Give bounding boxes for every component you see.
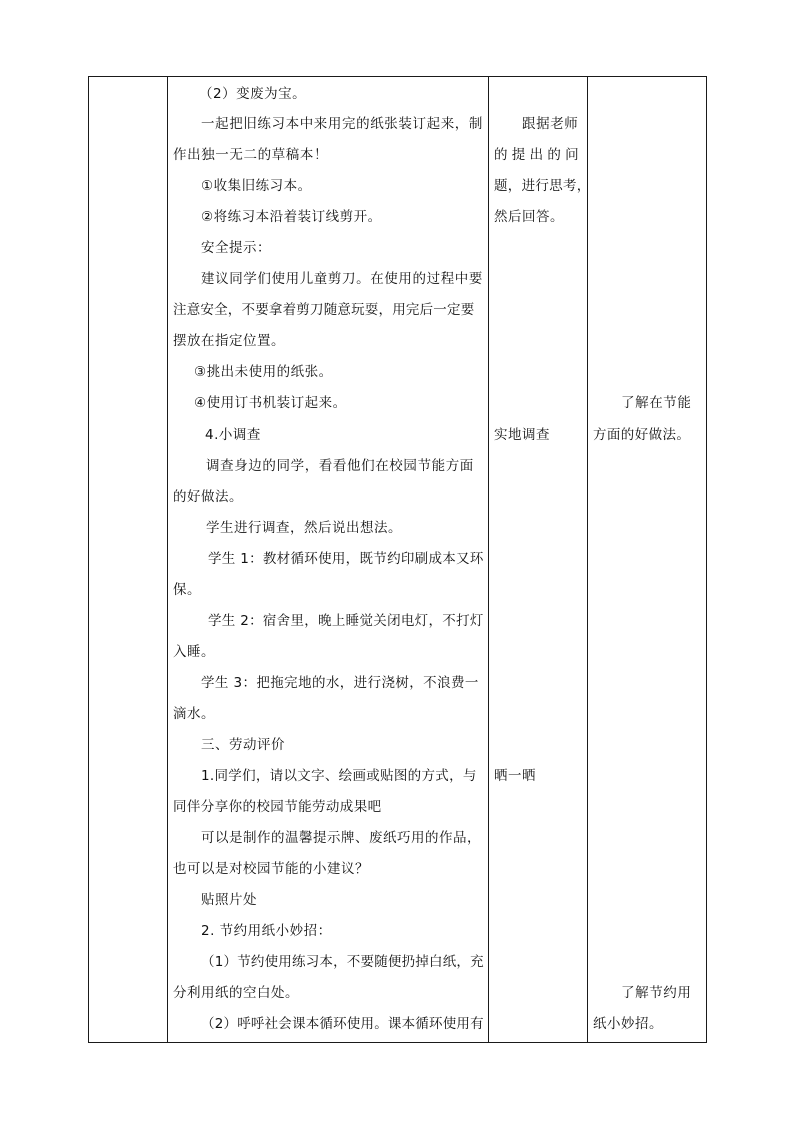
text-line: 同伴分享你的校园节能劳动成果吧 xyxy=(173,799,382,815)
column-divider-1 xyxy=(167,76,168,1043)
text-line: 可以是制作的温馨提示牌、废纸巧用的作品， xyxy=(201,830,481,846)
text-line: 学生 1：教材循环使用，既节约印刷成本又环 xyxy=(208,551,484,567)
section-heading: 三、劳动评价 xyxy=(201,737,285,753)
text-line: 1.同学们，请以文字、绘画或贴图的方式，与 xyxy=(201,768,477,784)
text-line: ①收集旧练习本。 xyxy=(201,178,312,194)
section-heading: 2. 节约用纸小妙招： xyxy=(201,923,332,939)
student-activity-line: 然后回答。 xyxy=(494,209,564,225)
text-line: 滴水。 xyxy=(173,706,215,722)
column-divider-3 xyxy=(587,76,588,1043)
student-activity-line: 跟据老师 xyxy=(522,116,579,132)
text-line: 一起把旧练习本中来用完的纸张装订起来，制 xyxy=(201,116,483,132)
design-intent-line: 了解节约用 xyxy=(621,985,692,1001)
student-activity-line: 题，进行思考， xyxy=(494,178,591,194)
column-divider-2 xyxy=(488,76,489,1043)
design-intent-line: 纸小妙招。 xyxy=(593,1016,663,1032)
table-border-bottom xyxy=(88,1042,707,1043)
text-line: 学生 2：宿舍里，晚上睡觉关闭电灯，不打灯 xyxy=(208,613,484,629)
text-line: ③挑出未使用的纸张。 xyxy=(194,364,333,380)
text-line: 摆放在指定位置。 xyxy=(173,333,285,349)
design-intent-line: 了解在节能 xyxy=(621,395,692,411)
text-line: 也可以是对校园节能的小建议？ xyxy=(173,861,369,877)
text-line: ④使用订书机装订起来。 xyxy=(194,395,347,411)
text-line: 入睡。 xyxy=(173,644,215,660)
table-border-top xyxy=(88,76,707,77)
text-line: （2）呼呼社会课本循环使用。课本循环使用有 xyxy=(201,1016,484,1032)
text-line: （1）节约使用练习本，不要随便扔掉白纸，充 xyxy=(201,954,484,970)
text-line: 的好做法。 xyxy=(173,489,243,505)
text-line: 作出独一无二的草稿本！ xyxy=(173,147,329,163)
text-line: 分利用纸的空白处。 xyxy=(173,985,299,1001)
text-line: （2）变废为宝。 xyxy=(199,86,307,102)
text-line: 注意安全，不要拿着剪刀随意玩耍，用完后一定要 xyxy=(173,302,475,318)
table-border-left xyxy=(88,76,89,1043)
text-line: 保。 xyxy=(173,582,201,598)
photo-placeholder-label: 贴照片处 xyxy=(201,892,257,908)
student-activity-line: 实地调查 xyxy=(494,427,550,443)
text-line: 学生 3：把拖完地的水，进行浇树，不浪费一 xyxy=(201,675,479,691)
section-heading: 4.小调查 xyxy=(205,427,261,443)
table-border-right xyxy=(706,76,707,1043)
student-activity-line: 的 提 出 的 问 xyxy=(494,147,579,163)
text-line: ②将练习本沿着装订线剪开。 xyxy=(201,209,382,225)
text-line: 安全提示： xyxy=(201,240,271,256)
design-intent-line: 方面的好做法。 xyxy=(593,427,691,443)
student-activity-line: 晒一晒 xyxy=(494,768,536,784)
text-line: 学生进行调查，然后说出想法。 xyxy=(206,520,402,536)
text-line: 调查身边的同学，看看他们在校园节能方面 xyxy=(206,458,474,474)
text-line: 建议同学们使用儿童剪刀。在使用的过程中要 xyxy=(201,271,483,287)
